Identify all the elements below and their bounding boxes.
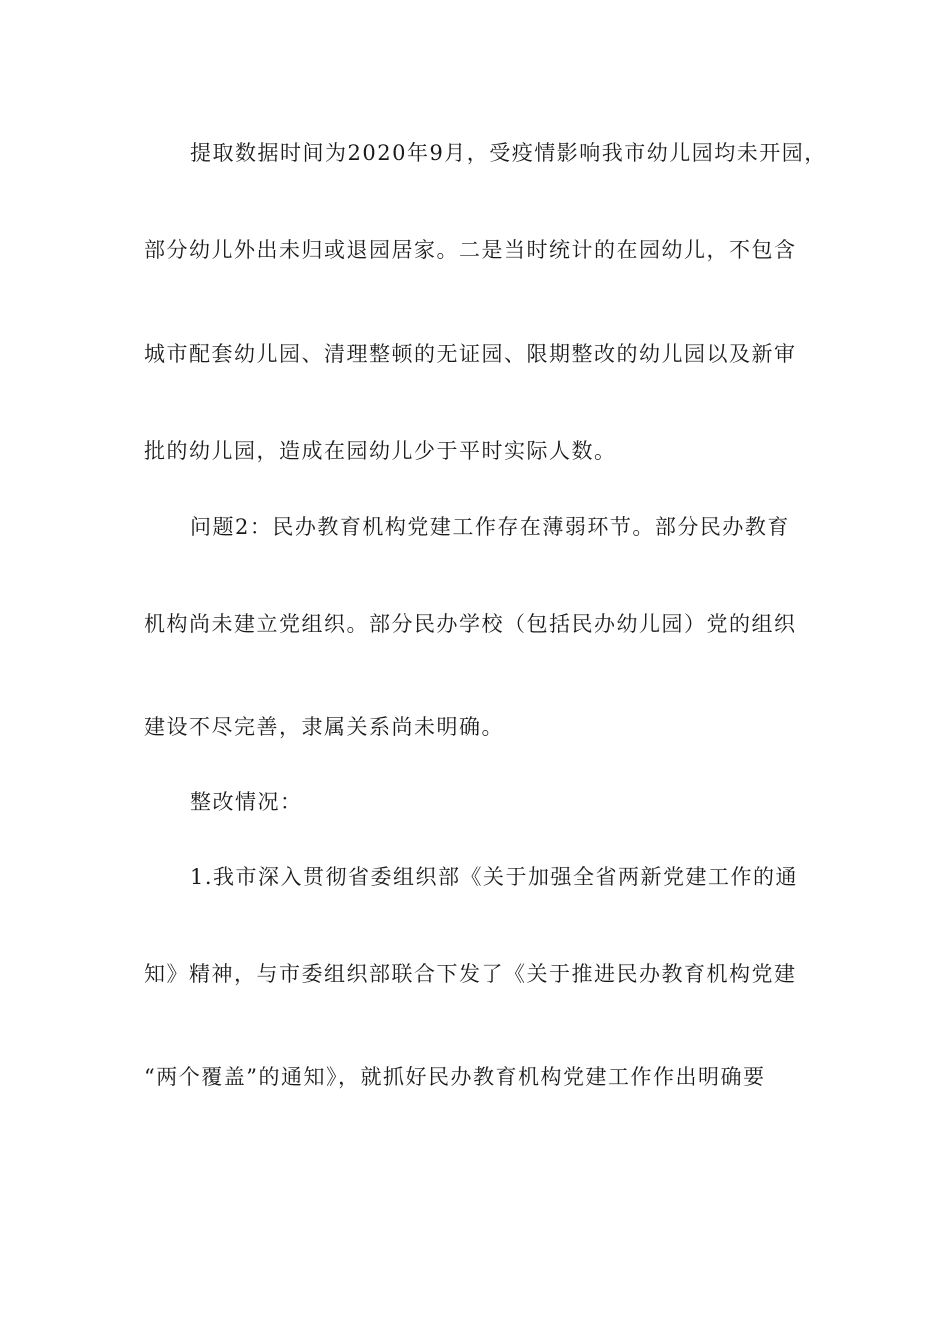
paragraph-line-6: 机构尚未建立党组织。部分民办学校（包括民办幼儿园）党的组织 [144,612,797,636]
paragraph-line-11: “两个覆盖”的通知》，就抓好民办教育机构党建工作作出明确要 [144,1065,766,1089]
paragraph-line-2: 部分幼儿外出未归或退园居家。二是当时统计的在园幼儿，不包含 [144,238,797,262]
paragraph-line-1: 提取数据时间为2020年9月，受疫情影响我市幼儿园均未开园， [190,141,827,165]
paragraph-line-9: 1.我市深入贯彻省委组织部《关于加强全省两新党建工作的通 [190,865,799,889]
paragraph-line-4: 批的幼儿园，造成在园幼儿少于平时实际人数。 [144,439,617,463]
paragraph-line-7: 建设不尽完善，隶属关系尚未明确。 [144,715,504,739]
paragraph-line-10: 知》精神，与市委组织部联合下发了《关于推进民办教育机构党建 [144,962,797,986]
paragraph-line-3: 城市配套幼儿园、清理整顿的无证园、限期整改的幼儿园以及新审 [144,342,797,366]
rectification-heading: 整改情况： [190,790,303,814]
issue-heading-line: 问题2：民办教育机构党建工作存在薄弱环节。部分民办教育 [190,515,790,539]
